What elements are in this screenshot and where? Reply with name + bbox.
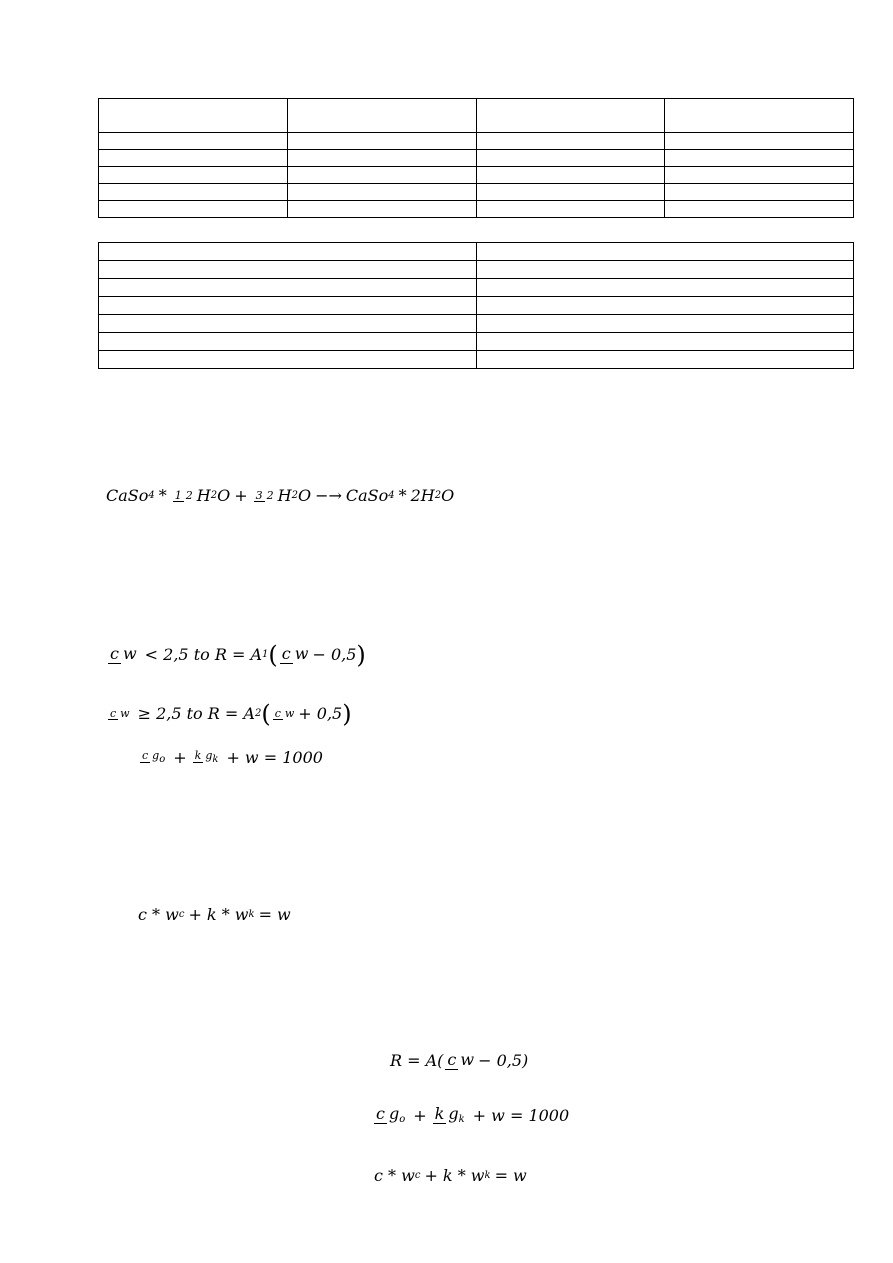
eq-numerator: 1 [174, 488, 182, 502]
eq-denominator: w [294, 644, 309, 664]
eq-subscript: k [458, 1114, 465, 1125]
table-row [99, 315, 854, 333]
eq-subscript: c [178, 909, 185, 920]
eq-fraction [108, 708, 132, 721]
eq-subscript: 4 [388, 490, 395, 501]
eq-subscript: 4 [148, 490, 155, 501]
table-cell [476, 243, 854, 261]
volume-equation-1 [138, 750, 323, 766]
eq-fraction [273, 708, 297, 721]
table-cell [99, 150, 288, 167]
table-cell [476, 201, 665, 218]
close-paren: ) [342, 700, 352, 728]
eq-fraction [173, 490, 195, 503]
eq-text: H [277, 486, 292, 505]
eq-operator: * [158, 486, 167, 505]
eq-text: = w [494, 1166, 527, 1185]
table-cell [99, 167, 288, 184]
table-cell [665, 150, 854, 167]
table-row [99, 184, 854, 201]
table-row [99, 333, 854, 351]
eq-denominator: w [460, 1050, 475, 1069]
table-cell [476, 315, 854, 333]
table-cell [99, 297, 477, 315]
water-equation-2 [374, 1168, 527, 1184]
eq-subscript: k [484, 1170, 491, 1181]
strength-condition-1 [106, 643, 366, 667]
table-cell [99, 99, 288, 133]
table-cell [476, 133, 665, 150]
eq-subscript: 2 [254, 708, 262, 719]
table-cell [287, 201, 476, 218]
table-row [99, 99, 854, 133]
eq-text: ≥ 2,5 to R = A [137, 704, 255, 723]
eq-text: g [448, 1104, 459, 1123]
table-cell [99, 333, 477, 351]
table-two-columns [98, 242, 854, 369]
table-cell [287, 184, 476, 201]
eq-fraction [193, 750, 221, 766]
table-four-columns [98, 98, 854, 218]
table-cell [476, 150, 665, 167]
eq-denominator: 2 [185, 488, 193, 502]
strength-formula-summary [390, 1052, 528, 1070]
table-cell [665, 99, 854, 133]
table-cell [665, 133, 854, 150]
open-paren: ( [268, 641, 278, 669]
eq-fraction [254, 490, 276, 503]
eq-fraction [445, 1052, 476, 1070]
eq-denominator: w [120, 706, 130, 720]
eq-text: g [152, 749, 160, 763]
table-row [99, 351, 854, 369]
table-row [99, 133, 854, 150]
eq-text: + k * w [188, 905, 249, 924]
close-paren: ) [356, 641, 366, 669]
eq-subscript: 2 [291, 490, 298, 501]
eq-numerator: c [110, 706, 117, 720]
eq-fraction [140, 750, 167, 766]
eq-operator: + [173, 748, 187, 767]
eq-text: O [441, 486, 455, 505]
table-cell [287, 99, 476, 133]
table-cell [99, 243, 477, 261]
eq-text: < 2,5 to R = A [144, 645, 263, 664]
eq-text: + 0,5 [298, 704, 343, 723]
eq-subscript: o [159, 754, 166, 766]
eq-subscript: k [248, 909, 255, 920]
eq-subscript: 1 [262, 649, 269, 660]
table-cell [99, 184, 288, 201]
eq-numerator: c [447, 1050, 457, 1069]
eq-fraction [374, 1106, 407, 1126]
table-row [99, 150, 854, 167]
water-equation-1 [138, 907, 291, 923]
eq-subscript: 2 [434, 490, 442, 501]
table-row [99, 243, 854, 261]
eq-subscript: o [399, 1114, 406, 1125]
eq-text: c * w [374, 1166, 415, 1185]
table-cell [665, 201, 854, 218]
eq-denominator [387, 1106, 407, 1126]
eq-numerator: k [194, 749, 202, 763]
eq-text: g [388, 1104, 400, 1123]
table-row [99, 297, 854, 315]
table-cell [287, 167, 476, 184]
table-cell [476, 297, 854, 315]
eq-text: − 0,5 [312, 645, 357, 664]
table-cell [476, 167, 665, 184]
eq-denominator [446, 1106, 466, 1126]
eq-operator: * [398, 486, 407, 505]
eq-numerator: c [376, 1104, 385, 1123]
eq-operator: + [413, 1105, 427, 1125]
eq-denominator: w [284, 706, 295, 720]
table-cell [665, 167, 854, 184]
eq-fraction [108, 646, 139, 664]
eq-text: g [205, 749, 213, 763]
table-cell [476, 184, 665, 201]
table-row [99, 261, 854, 279]
table-cell [476, 261, 854, 279]
table-cell [287, 150, 476, 167]
table-row [99, 201, 854, 218]
table-cell [99, 201, 288, 218]
eq-arrow: −→ [315, 486, 342, 505]
eq-fraction [433, 1106, 467, 1126]
table-cell [287, 133, 476, 150]
eq-denominator [203, 750, 220, 766]
table-cell [99, 315, 477, 333]
volume-equation-2 [372, 1106, 569, 1126]
eq-text: 2H [410, 486, 435, 505]
table-cell [99, 351, 477, 369]
eq-text: c * w [138, 905, 179, 924]
table-cell [476, 279, 854, 297]
table-cell [476, 99, 665, 133]
table-cell [99, 261, 477, 279]
strength-condition-2 [106, 702, 352, 726]
eq-text: CaSo [345, 486, 389, 505]
eq-numerator: 3 [255, 488, 263, 502]
table-row [99, 279, 854, 297]
eq-text: H [196, 486, 211, 505]
table-cell [665, 184, 854, 201]
table-cell [476, 351, 854, 369]
eq-numerator: k [434, 1104, 445, 1123]
open-paren: ( [261, 700, 271, 728]
eq-denominator: 2 [266, 488, 274, 502]
eq-subscript: k [212, 754, 219, 766]
eq-numerator: c [142, 749, 149, 763]
table-cell [99, 279, 477, 297]
eq-numerator: c [274, 706, 281, 720]
eq-text: CaSo [106, 486, 149, 505]
eq-subscript: 2 [210, 490, 218, 501]
eq-numerator: c [281, 644, 291, 664]
eq-denominator [150, 750, 167, 766]
eq-text: − 0,5) [478, 1050, 529, 1070]
eq-text: R = A( [390, 1050, 444, 1070]
eq-text: O [297, 486, 312, 505]
eq-operator: + [234, 486, 248, 505]
eq-numerator: c [110, 644, 119, 664]
eq-text: + k * w [424, 1166, 485, 1185]
table-row [99, 167, 854, 184]
eq-text: + w = 1000 [226, 748, 323, 767]
eq-fraction [280, 646, 311, 664]
eq-text: + w = 1000 [472, 1105, 570, 1125]
eq-text: O [217, 486, 231, 505]
table-cell [476, 333, 854, 351]
table-cell [99, 133, 288, 150]
eq-text: = w [258, 905, 291, 924]
gypsum-hydration-equation [106, 488, 454, 504]
eq-denominator: w [122, 644, 137, 664]
eq-subscript: c [414, 1170, 421, 1181]
